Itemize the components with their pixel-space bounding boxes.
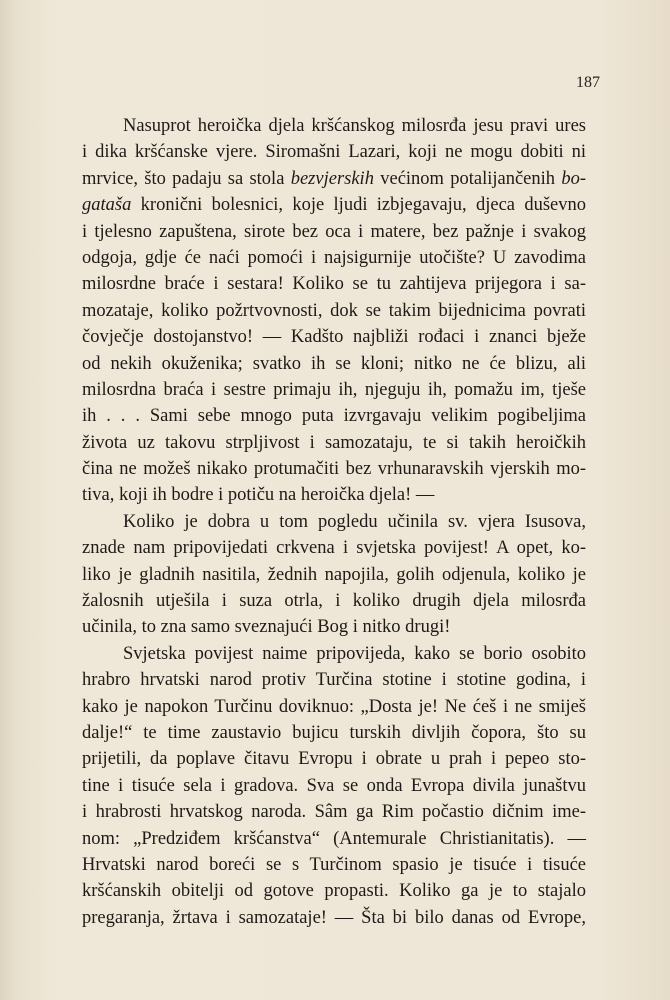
text-line: [82, 166, 586, 192]
text-line: [82, 694, 586, 720]
line-text: nom: „Predziđem kršćanstva“ (Antemurale Christianitatis). —: [82, 828, 586, 849]
italic-text: bo-: [561, 168, 587, 189]
line-text: ih . . . Sami sebe mnogo puta izvrgavaju velikim pogibeljima: [82, 406, 586, 427]
text-line: [82, 667, 586, 693]
line-text: milosrdna braća i sestre primaju ih, njeguju ih, pomažu im, tješe: [82, 379, 586, 400]
text-line: [82, 482, 586, 508]
text-line: [82, 271, 586, 297]
line-text: života uz takovu strpljivost i samozataju, te si takih heroičkih: [82, 432, 586, 453]
line-text: hrabro hrvatski narod protiv Turčina stotine i stotine godina, i: [82, 670, 586, 691]
text-line: [82, 588, 586, 614]
text-line: [82, 298, 586, 324]
text-line: [82, 641, 586, 667]
text-line: [82, 799, 586, 825]
body-text: [82, 113, 586, 931]
text-line: [82, 403, 586, 429]
text-line: [82, 192, 586, 218]
italic-text: bezvjerskih: [290, 168, 374, 189]
line-text: znade nam pripovijedati crkvena i svjetska povijest! A opet, ko-: [82, 538, 586, 559]
line-text: Hrvatski narod boreći se s Turčinom spasio je tisuće i tisuće: [82, 854, 586, 875]
text-line: [82, 113, 586, 139]
line-text: kako je napokon Turčinu doviknuo: „Dosta je! Ne ćeš i ne smiješ: [82, 696, 586, 717]
text-line: [82, 562, 586, 588]
line-text: prijetili, da poplave čitavu Evropu i obrate u prah i pepeo sto-: [82, 749, 586, 770]
text-line: [82, 905, 586, 931]
text-line: [82, 614, 586, 640]
italic-text: gataša: [82, 195, 132, 216]
line-text: i hrabrosti hrvatskog naroda. Sâm ga Rim počastio dičnim ime-: [82, 802, 586, 823]
line-text: kršćanskih obitelji od gotove propasti. Koliko ga je to stajalo: [82, 881, 586, 902]
line-text: i tjelesno zapuštena, sirote bez oca i matere, bez pažnje i svakog: [82, 221, 586, 242]
line-text: Svjetska povijest naime pripovijeda, kako se borio osobito: [123, 643, 586, 664]
text-line: [82, 219, 586, 245]
text-line: [82, 324, 586, 350]
line-text: žalosnih utješila i suza otrla, i koliko drugih djela milosrđa: [82, 591, 586, 612]
line-text: tiva, koji ih bodre i potiču na heroička djela! —: [82, 485, 435, 506]
text-line: [82, 878, 586, 904]
text-line: [82, 535, 586, 561]
line-text: učinila, to zna samo sveznajući Bog i nitko drugi!: [82, 617, 451, 638]
line-text: milosrdne braće i sestara! Koliko se tu zahtijeva prijegora i sa-: [82, 274, 586, 295]
line-text: i dika kršćanske vjere. Siromašni Lazari, koji ne mogu dobiti ni: [82, 142, 586, 163]
line-text: odgoja, gdje će naći pomoći i najsigurnije utočište? U zavodima: [82, 247, 586, 268]
line-text: čina ne možeš nikako protumačiti bez vrhunaravskih vjerskih mo-: [82, 459, 586, 480]
line-text: mrvice, što padaju sa stola: [82, 168, 291, 189]
line-text: kronični bolesnici, koje ljudi izbjegavaju, djeca duševno: [131, 195, 586, 216]
line-text: liko je gladnih nasitila, žednih napojila, golih odjenula, koliko je: [82, 564, 586, 585]
text-line: [82, 245, 586, 271]
line-text: dalje!“ te time zaustavio bujicu turskih divljih čopora, što su: [82, 722, 586, 743]
line-text: mozataje, koliko požrtvovnosti, dok se takim bijednicima povrati: [82, 300, 586, 321]
text-line: [82, 377, 586, 403]
text-line: [82, 351, 586, 377]
line-text: tine i tisuće sela i gradova. Sva se onda Evropa divila junaštvu: [82, 775, 586, 796]
line-text: pregaranja, žrtava i samozataje! — Šta bi bilo danas od Evrope,: [82, 907, 586, 928]
text-line: [82, 826, 586, 852]
line-text: Nasuprot heroička djela kršćanskog milosrđa jesu pravi ures: [123, 116, 586, 136]
line-text: od nekih okuženika; svatko ih se kloni; nitko ne će blizu, ali: [82, 353, 586, 374]
text-line: [82, 773, 586, 799]
text-line: [82, 509, 586, 535]
line-text: čovječje dostojanstvo! — Kadšto najbliži rođaci i znanci bježe: [82, 327, 586, 348]
text-line: [82, 430, 586, 456]
page-number: 187: [576, 74, 600, 91]
text-line: [82, 456, 586, 482]
text-line: [82, 746, 586, 772]
line-text: većinom potalijančenih: [373, 168, 562, 189]
text-line: [82, 720, 586, 746]
text-line: [82, 139, 586, 165]
line-text: Koliko je dobra u tom pogledu učinila sv. vjera Isusova,: [123, 511, 586, 532]
text-line: [82, 852, 586, 878]
